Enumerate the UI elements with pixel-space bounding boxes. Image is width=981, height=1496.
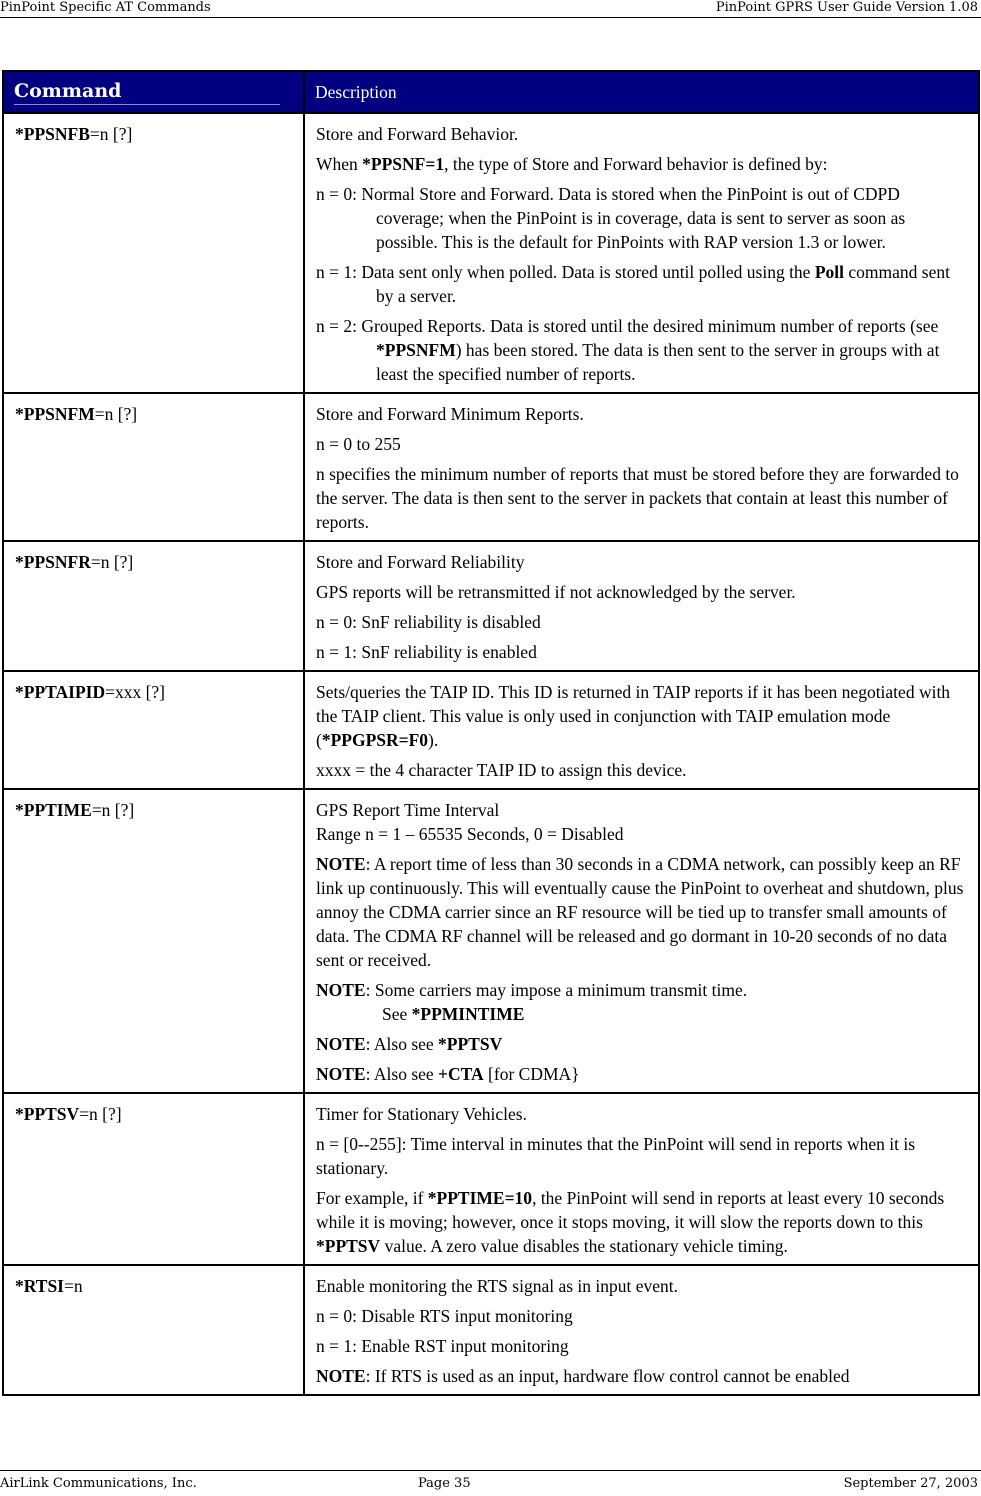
table-header-row bbox=[3, 71, 979, 113]
page-footer bbox=[0, 1470, 981, 1496]
table-row bbox=[3, 113, 979, 393]
description-cell: Store and Forward Reliability GPS reports will be retransmitted if not acknowledged by the server. n = 0: SnF reliability is disabled n = 1: SnF reliability is enabled bbox=[304, 541, 979, 671]
table-row bbox=[3, 789, 979, 1093]
description-cell: GPS Report Time Interval Range n = 1 – 65535 Seconds, 0 = Disabled NOTE: A report time of less than 30 seconds in a CDMA network, can possibly keep an RF link up continuously. This will eventually cause the PinPoint to overheat and shutdown, plus annoy the CDMA carrier since an RF resource will be tied up to transfer small amounts of data. The CDMA RF channel will be released and go dormant in 10-20 seconds of no data sent or received. NOTE: Some carriers may impose a minimum transmit time. See *PPMINTIME NOTE: Also see *PPTSV NOTE: Also see +CTA [for CDMA} bbox=[304, 789, 979, 1093]
command-cell: *PPTSV=n [?] bbox=[3, 1093, 304, 1265]
table-row bbox=[3, 541, 979, 671]
table-row bbox=[3, 393, 979, 541]
table-row bbox=[3, 1093, 979, 1265]
description-cell: Timer for Stationary Vehicles. n = [0--255]: Time interval in minutes that the PinPoint will send in reports when it is stationary. For example, if *PPTIME=10, the PinPoint will send in reports at least every 10 seconds while it is moving; however, once it stops moving, it will slow the reports down to this *PPTSV value. A zero value disables the stationary vehicle timing. bbox=[304, 1093, 979, 1265]
command-cell: *PPTIME=n [?] bbox=[3, 789, 304, 1093]
page-number: Page 35 bbox=[418, 1476, 471, 1491]
header-right: PinPoint GPRS User Guide Version 1.08 bbox=[715, 0, 978, 15]
description-cell: Sets/queries the TAIP ID. This ID is returned in TAIP reports if it has been negotiated with the TAIP client. This value is only used in conjunction with TAIP emulation mode (*PPGPSR=F0). xxxx = the 4 character TAIP ID to assign this device. bbox=[304, 671, 979, 789]
table-row bbox=[3, 1265, 979, 1395]
column-header-description: Description bbox=[304, 71, 979, 113]
command-cell: *PPSNFM=n [?] bbox=[3, 393, 304, 541]
command-cell: *PPTAIPID=xxx [?] bbox=[3, 671, 304, 789]
command-cell: *RTSI=n bbox=[3, 1265, 304, 1395]
commands-table bbox=[2, 70, 980, 1396]
page-header bbox=[0, 0, 981, 18]
footer-date: September 27, 2003 bbox=[843, 1476, 978, 1491]
description-cell: Enable monitoring the RTS signal as in input event. n = 0: Disable RTS input monitoring n = 1: Enable RST input monitoring NOTE: If RTS is used as an input, hardware flow control cannot be enabled bbox=[304, 1265, 979, 1395]
footer-left: AirLink Communications, Inc. bbox=[0, 1476, 197, 1491]
description-cell: Store and Forward Behavior. When *PPSNF=1, the type of Store and Forward behavior is defined by: n = 0: Normal Store and Forward. Data is stored when the PinPoint is out of CDPD coverage; when the PinPoint is in coverage, data is sent to server as soon as possible. This is the default for PinPoints with RAP version 1.3 or lower. n = 1: Data sent only when polled. Data is stored until polled using the Poll command sent by a server. n = 2: Grouped Reports. Data is stored until the desired minimum number of reports (see *PPSNFM) has been stored. The data is then sent to the server in groups with at least the specified number of reports. bbox=[304, 113, 979, 393]
description-cell: Store and Forward Minimum Reports. n = 0 to 255 n specifies the minimum number of reports that must be stored before they are forwarded to the server. The data is then sent to the server in packets that contain at least this number of reports. bbox=[304, 393, 979, 541]
header-left: PinPoint Specific AT Commands bbox=[0, 0, 211, 15]
column-header-command: Command bbox=[3, 71, 304, 113]
table-row bbox=[3, 671, 979, 789]
command-cell: *PPSNFR=n [?] bbox=[3, 541, 304, 671]
command-cell: *PPSNFB=n [?] bbox=[3, 113, 304, 393]
